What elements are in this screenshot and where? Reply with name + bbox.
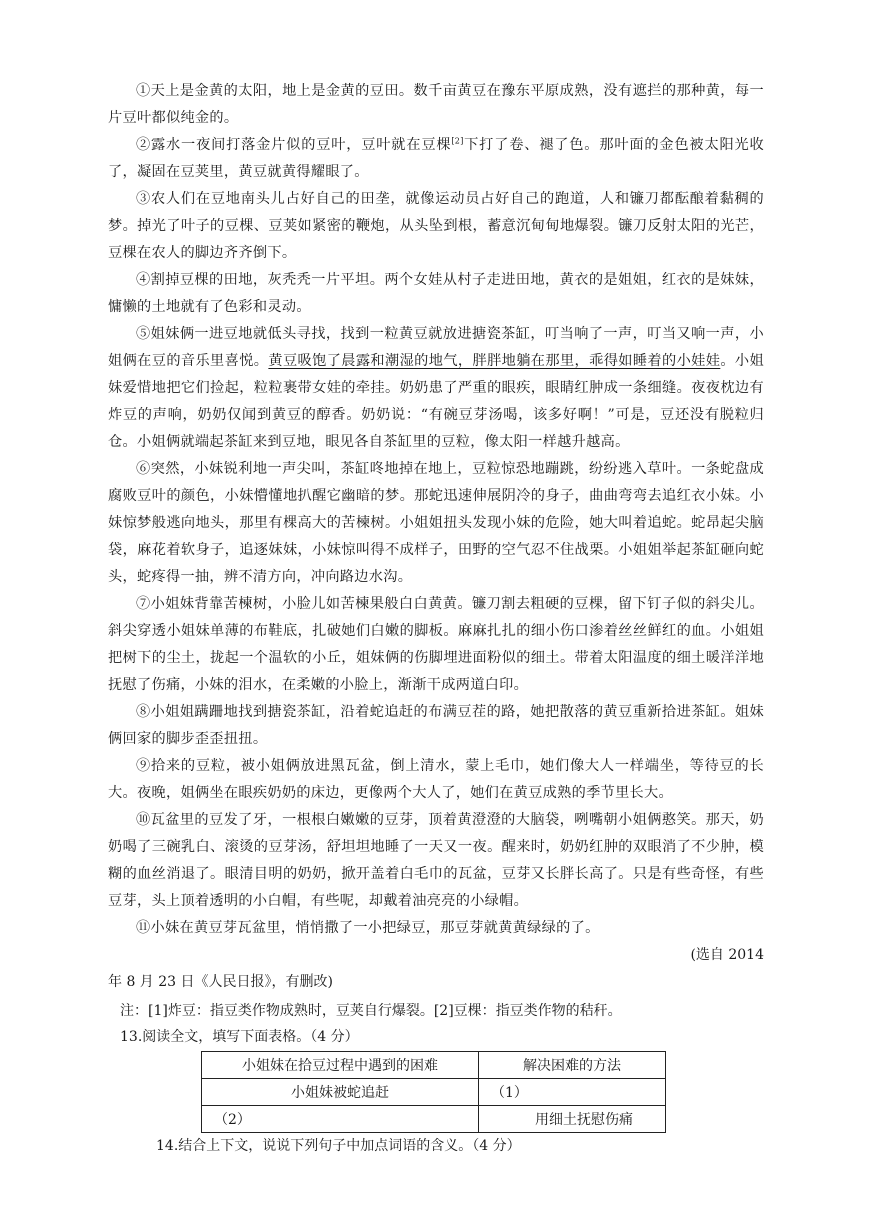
table-header-row [202,1052,666,1079]
paragraph-5 [108,321,764,456]
table-cell-blank[interactable]: （2） [202,1106,479,1133]
paragraph-7: ⑦小姐妹背靠苦楝树，小脸儿如苦楝果般白白黄黄。镰刀割去粗硬的豆棵，留下钉子似的斜尖儿。斜尖穿透小姐妹单薄的布鞋底，扎破她们白嫩的脚板。麻麻扎扎的细小伤口渗着丝丝鲜红的血。小姐姐把树下的尘土，拢起一个温软的小丘，姐妹俩的伤脚埋进面粉似的细土。带着太阳温度的细土暖洋洋地抚慰了伤痛，小妹的泪水，在柔嫩的小脸上，渐渐干成两道白印。 [108,596,764,693]
question-13-prompt: 13.阅读全文，填写下面表格。（4 分） [120,1029,359,1045]
question-14-prompt: 14.结合上下文，说说下列句子中加点词语的含义。（4 分） [156,1138,521,1154]
paragraph-4: ④割掉豆棵的田地，灰秃秃一片平坦。两个女娃从村子走进田地，黄衣的是姐姐，红衣的是妹妹，慵懒的土地就有了色彩和灵动。 [108,272,764,315]
answer-table [201,1051,666,1133]
footnotes: 注：[1]炸豆：指豆类作物成熟时，豆荚自行爆裂。[2]豆棵：指豆类作物的秸秆。 [120,1003,622,1019]
footnote-marker: [2] [451,136,464,146]
paragraph-11: ⑪小妹在黄豆芽瓦盆里，悄悄撒了一小把绿豆，那豆芽就黄黄绿绿的了。 [136,920,600,936]
table-row [202,1079,666,1106]
table-cell: 小姐妹被蛇追赶 [202,1079,479,1106]
paragraph-2-text-before: ②露水一夜间打落金片似的豆叶，豆叶就在豆棵 [136,137,452,153]
paragraph-3: ③农人们在豆地南头儿占好自己的田垄，就像运动员占好自己的跑道，人和镰刀都酝酿着黏稠的梦。掉光了叶子的豆棵、豆荚如紧密的鞭炮，从头坠到根，蓄意沉甸甸地爆裂。镰刀反射太阳的光芒，豆棵在农人的脚边齐齐倒下。 [108,191,764,261]
table-header-solution: 解决困难的方法 [479,1052,666,1079]
paragraph-6: ⑥突然，小妹锐利地一声尖叫，茶缸咚地掉在地上，豆粒惊恐地蹦跳，纷纷逃入草叶。一条蛇盘成腐败豆叶的颜色，小妹懵懂地扒醒它幽暗的梦。那蛇迅速伸展阴冷的身子，曲曲弯弯去追红衣小妹。小妹惊梦般逃向地头，那里有棵高大的苦楝树。小姐姐扭头发现小妹的危险，她大叫着追蛇。蛇昂起尖脑袋，麻花着软身子，追逐妹妹，小妹惊叫得不成样子，田野的空气忍不住战栗。小姐姐举起茶缸砸向蛇头，蛇疼得一抽，辨不清方向，冲向路边水沟。 [108,461,764,585]
table-header-difficulty: 小姐妹在拾豆过程中遇到的困难 [202,1052,479,1079]
paragraph-2-text-after: 下打了卷、褪了色。那叶面的金色被太阳光收了，凝固在豆荚里，黄豆就黄得耀眼了。 [108,137,764,180]
table-row [202,1106,666,1133]
paragraph-2 [108,132,764,186]
source-citation-line1: (选自 2014 [690,947,764,963]
paragraph-10: ⑩瓦盆里的豆发了牙，一根根白嫩嫩的豆芽，顶着黄澄澄的大脑袋，咧嘴朝小姐俩憨笑。那天，奶奶喝了三碗乳白、滚烫的豆芽汤，舒坦坦地睡了一天又一夜。醒来时，奶奶红肿的双眼消了不少肿，模糊的血丝消退了。眼清目明的奶奶，掀开盖着白毛巾的瓦盆，豆芽又长胖长高了。只是有些奇怪，有些豆芽，头上顶着透明的小白帽，有些呢，却戴着油亮亮的小绿帽。 [108,812,764,909]
table-cell: 用细土抚慰伤痛 [479,1106,666,1133]
table-cell-blank[interactable]: （1） [479,1079,666,1106]
paragraph-1: ①天上是金黄的太阳，地上是金黄的豆田。数千亩黄豆在豫东平原成熟，没有遮拦的那种黄，每一片豆叶都似纯金的。 [108,83,764,126]
underlined-sentence: 黄豆吸饱了晨露和潮湿的地气，胖胖地躺在那里，乖得如睡着的小娃娃 [268,353,721,369]
paragraph-8: ⑧小姐姐蹒跚地找到搪瓷茶缸，沿着蛇追赶的布满豆茬的路，她把散落的黄豆重新拾进茶缸。姐妹俩回家的脚步歪歪扭扭。 [108,704,764,747]
source-citation-line2: 年 8 月 23 日《人民日报》，有删改) [108,974,333,990]
paragraph-5-text-after: 。小姐妹爱惜地把它们捡起，粒粒裹带女娃的牵挂。奶奶患了严重的眼疾，眼睛红肿成一条细缝。夜夜枕边有炸豆的声响，奶奶仅闻到黄豆的醇香。奶奶说：“有碗豆芽汤喝，该多好啊！”可是，豆还没有脱粒归仓。小姐俩就端起茶缸来到豆地，眼见各自茶缸里的豆粒，像太阳一样越升越高。 [108,353,764,450]
article [108,78,764,1159]
paragraph-9: ⑨拾来的豆粒，被小姐俩放进黑瓦盆，倒上清水，蒙上毛巾，她们像大人一样端坐，等待豆的长大。夜晚，姐俩坐在眼疾奶奶的床边，更像两个大人了，她们在黄豆成熟的季节里长大。 [108,758,764,801]
paragraph-5-text-before: ⑤姐妹俩一进豆地就低头寻找，找到一粒黄豆就放进搪瓷茶缸，叮当响了一声，叮当又响一声，小姐俩在豆的音乐里喜悦。 [108,326,764,369]
